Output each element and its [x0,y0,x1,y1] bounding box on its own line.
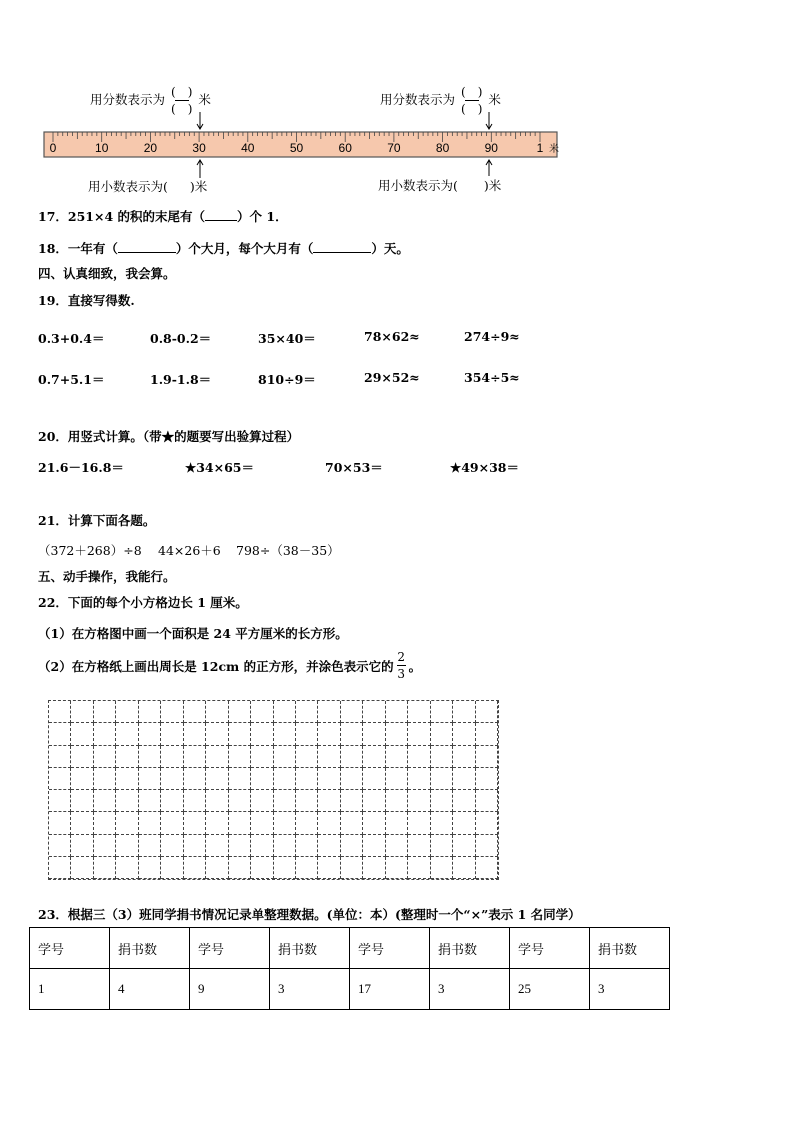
q19-item: 29×52≈ [364,370,420,385]
grid-cell[interactable] [139,857,161,879]
ruler-tick-label: 30 [192,141,206,155]
grid-cell[interactable] [184,701,206,723]
q19-item: 354÷5≈ [464,370,520,385]
grid-cell[interactable] [139,812,161,834]
grid-cell[interactable] [206,746,228,768]
grid-cell[interactable] [94,701,116,723]
table-cell: 25 [510,969,590,1010]
ruler-tick-label: 90 [484,141,498,155]
grid-cell[interactable] [94,746,116,768]
fraction-label: 用分数表示为 [380,92,456,107]
grid-cell[interactable] [274,768,296,790]
ruler-left-decimal-prompt: 用小数表示为( )米 [88,179,208,194]
ruler-tick-label: 0 [49,141,57,155]
grid-cell[interactable] [116,790,138,812]
grid-cell[interactable] [139,768,161,790]
grid-cell[interactable] [229,812,251,834]
table-header-cell: 捐书数 [110,928,190,969]
grid-cell[interactable] [476,790,498,812]
grid-cell[interactable] [341,723,363,745]
grid-cell[interactable] [318,723,340,745]
question-20-title: 20．用竖式计算。（带★的题要写出验算过程） [38,429,300,444]
grid-cell[interactable] [453,790,475,812]
table-cell: 1 [30,969,110,1010]
grid-cell[interactable] [476,723,498,745]
grid-cell[interactable] [453,701,475,723]
question-18: 18．一年有（ ）个大月，每个大月有（ ）天。 [38,241,409,256]
grid-cell[interactable] [431,835,453,857]
square-grid-paper[interactable] [48,700,499,880]
grid-cell[interactable] [71,835,93,857]
q21-item: （372＋268）÷8 [38,543,142,558]
grid-cell[interactable] [251,812,273,834]
grid-cell[interactable] [184,857,206,879]
grid-cell[interactable] [296,746,318,768]
grid-cell[interactable] [49,790,71,812]
grid-cell[interactable] [408,857,430,879]
table-header-cell: 学号 [350,928,430,969]
grid-cell[interactable] [94,835,116,857]
grid-cell[interactable] [251,746,273,768]
grid-cell[interactable] [49,746,71,768]
table-row [30,969,670,1010]
grid-cell[interactable] [251,790,273,812]
grid-cell[interactable] [274,812,296,834]
grid-cell[interactable] [386,723,408,745]
grid-cell[interactable] [318,768,340,790]
grid-cell[interactable] [206,812,228,834]
grid-cell[interactable] [341,835,363,857]
ruler-tick-label: 20 [143,141,158,155]
grid-cell[interactable] [341,701,363,723]
q20-item: 21.6－16.8＝ [38,460,124,475]
grid-cell[interactable] [408,768,430,790]
q19-item: 0.8-0.2＝ [150,331,212,346]
ruler-tick-label: 70 [387,141,401,155]
grid-cell[interactable] [363,701,385,723]
grid-cell[interactable] [49,701,71,723]
fraction-label: 用分数表示为 [90,92,166,107]
grid-cell[interactable] [206,768,228,790]
grid-cell[interactable] [206,835,228,857]
section-4-heading: 四、认真细致，我会算。 [38,266,176,281]
question-17: 17．251×4 的积的末尾有（ ）个 1． [38,209,288,224]
fraction-two-thirds: $\frac{2}{3}$ [397,650,405,681]
grid-cell[interactable] [296,723,318,745]
ruler-tick-label: 10 [95,141,109,155]
grid-cell[interactable] [229,835,251,857]
q20-item: 70×53＝ [325,460,383,475]
grid-cell[interactable] [296,790,318,812]
grid-cell[interactable] [161,835,183,857]
book-donation-table [29,927,670,1010]
grid-cell[interactable] [386,790,408,812]
grid-cell[interactable] [161,746,183,768]
grid-cell[interactable] [453,768,475,790]
grid-cell[interactable] [274,746,296,768]
q19-item: 1.9-1.8＝ [150,372,212,387]
grid-cell[interactable] [453,857,475,879]
grid-cell[interactable] [184,790,206,812]
grid-cell[interactable] [251,723,273,745]
q20-item: ★34×65＝ [185,460,254,475]
grid-cell[interactable] [318,857,340,879]
grid-cell[interactable] [476,768,498,790]
table-cell: 3 [270,969,350,1010]
grid-cell[interactable] [49,723,71,745]
grid-cell[interactable] [71,790,93,812]
grid-cell[interactable] [274,835,296,857]
grid-cell[interactable] [341,790,363,812]
grid-cell[interactable] [184,746,206,768]
grid-cell[interactable] [363,835,385,857]
q22-part-2: （2）在方格纸上画出周长是 12cm 的正方形，并涂色表示它的 $\frac{2}{3}$ 。 [38,650,422,681]
grid-cell[interactable] [139,723,161,745]
grid-cell[interactable] [161,790,183,812]
grid-cell[interactable] [139,835,161,857]
grid-cell[interactable] [116,857,138,879]
grid-cell[interactable] [318,812,340,834]
question-21-title: 21．计算下面各题。 [38,513,156,528]
table-header-cell: 捐书数 [270,928,350,969]
grid-cell[interactable] [296,768,318,790]
grid-cell[interactable] [431,812,453,834]
table-header-cell: 学号 [510,928,590,969]
grid-cell[interactable] [341,812,363,834]
grid-cell[interactable] [229,790,251,812]
grid-cell[interactable] [206,857,228,879]
ruler-right-decimal-prompt: 用小数表示为( )米 [378,178,502,193]
grid-cell[interactable] [184,835,206,857]
question-22-title: 22．下面的每个小方格边长 1 厘米。 [38,595,248,610]
q19-item: 78×62≈ [364,329,420,344]
grid-cell[interactable] [363,746,385,768]
table-cell: 3 [430,969,510,1010]
grid-cell[interactable] [71,812,93,834]
grid-cell[interactable] [71,768,93,790]
grid-cell[interactable] [386,812,408,834]
table-header-cell: 学号 [30,928,110,969]
grid-cell[interactable] [341,746,363,768]
grid-cell[interactable] [229,746,251,768]
grid-cell[interactable] [476,857,498,879]
q19-item: 810÷9＝ [258,372,316,387]
grid-cell[interactable] [161,723,183,745]
grid-cell[interactable] [341,857,363,879]
answer-blank[interactable] [205,220,237,221]
grid-cell[interactable] [431,790,453,812]
grid-cell[interactable] [274,723,296,745]
grid-cell[interactable] [229,723,251,745]
fraction-blank[interactable]: $\frac{( )}{( )}$ [171,85,193,116]
grid-cell[interactable] [116,812,138,834]
table-header-cell: 捐书数 [430,928,510,969]
grid-cell[interactable] [161,701,183,723]
grid-cell[interactable] [431,768,453,790]
ruler-unit-label: 米 [549,144,559,155]
fraction-blank[interactable]: $\frac{( )}{( )}$ [461,85,483,116]
grid-cell[interactable] [251,701,273,723]
grid-cell[interactable] [139,701,161,723]
grid-cell[interactable] [431,701,453,723]
grid-cell[interactable] [296,857,318,879]
grid-cell[interactable] [318,746,340,768]
table-cell: 4 [110,969,190,1010]
grid-cell[interactable] [386,857,408,879]
grid-cell[interactable] [363,857,385,879]
grid-cell[interactable] [476,835,498,857]
grid-cell[interactable] [251,857,273,879]
unit-label: 米 [198,92,211,107]
grid-cell[interactable] [341,768,363,790]
grid-cell[interactable] [229,701,251,723]
q21-item: 798÷（38－35） [236,543,340,558]
grid-cell[interactable] [116,723,138,745]
q19-item: 0.3+0.4＝ [38,331,105,346]
grid-cell[interactable] [94,812,116,834]
grid-cell[interactable] [296,812,318,834]
grid-cell[interactable] [274,857,296,879]
grid-cell[interactable] [296,835,318,857]
q19-item: 0.7+5.1＝ [38,372,105,387]
ruler-tick-label: 60 [338,141,352,155]
grid-cell[interactable] [94,790,116,812]
q21-item: 44×26＋6 [158,543,221,558]
grid-cell[interactable] [184,812,206,834]
question-23-title: 23．根据三（3）班同学捐书情况记录单整理数据。(单位：本）(整理时一个“×”表示 1 名同学） [38,907,581,922]
table-cell: 17 [350,969,430,1010]
grid-cell[interactable] [116,701,138,723]
grid-cell[interactable] [251,835,273,857]
q22-part-1: （1）在方格图中画一个面积是 24 平方厘米的长方形。 [38,626,348,641]
grid-cell[interactable] [318,701,340,723]
grid-cell[interactable] [408,746,430,768]
grid-cell[interactable] [94,723,116,745]
ruler-tick-label: 80 [435,141,450,155]
grid-cell[interactable] [184,723,206,745]
ruler-tick-label: 1 [536,141,544,155]
grid-cell[interactable] [49,857,71,879]
grid-cell[interactable] [431,746,453,768]
grid-cell[interactable] [71,857,93,879]
grid-cell[interactable] [116,746,138,768]
grid-cell[interactable] [161,812,183,834]
grid-cell[interactable] [408,790,430,812]
grid-cell[interactable] [116,768,138,790]
grid-cell[interactable] [386,768,408,790]
q19-item: 274÷9≈ [464,329,520,344]
grid-cell[interactable] [363,768,385,790]
grid-cell[interactable] [71,746,93,768]
q19-item: 35×40＝ [258,331,316,346]
grid-cell[interactable] [386,746,408,768]
section-5-heading: 五、动手操作，我能行。 [38,569,176,584]
grid-cell[interactable] [94,768,116,790]
grid-cell[interactable] [453,723,475,745]
ruler-tick-label: 40 [241,141,255,155]
grid-cell[interactable] [251,768,273,790]
answer-blank[interactable] [313,252,371,253]
grid-cell[interactable] [116,835,138,857]
grid-cell[interactable] [49,768,71,790]
unit-label: 米 [488,92,501,107]
grid-cell[interactable] [408,701,430,723]
grid-cell[interactable] [476,701,498,723]
grid-cell[interactable] [206,701,228,723]
grid-cell[interactable] [161,768,183,790]
table-header-cell: 捐书数 [590,928,670,969]
grid-cell[interactable] [453,812,475,834]
grid-cell[interactable] [274,790,296,812]
table-cell: 9 [190,969,270,1010]
grid-cell[interactable] [386,701,408,723]
grid-cell[interactable] [408,835,430,857]
grid-cell[interactable] [363,790,385,812]
grid-cell[interactable] [318,835,340,857]
grid-cell[interactable] [206,790,228,812]
grid-cell[interactable] [206,723,228,745]
grid-cell[interactable] [363,723,385,745]
grid-cell[interactable] [71,701,93,723]
table-header-row [30,928,670,969]
grid-cell[interactable] [386,835,408,857]
question-19-title: 19．直接写得数. [38,293,135,308]
grid-cell[interactable] [94,857,116,879]
ruler-tick-label: 50 [289,141,304,155]
table-header-cell: 学号 [190,928,270,969]
grid-cell[interactable] [274,701,296,723]
grid-cell[interactable] [296,701,318,723]
grid-cell[interactable] [318,790,340,812]
grid-cell[interactable] [453,746,475,768]
answer-blank[interactable] [118,252,176,253]
grid-cell[interactable] [184,768,206,790]
grid-cell[interactable] [139,746,161,768]
q20-item: ★49×38＝ [450,460,519,475]
grid-cell[interactable] [476,812,498,834]
grid-cell[interactable] [431,857,453,879]
grid-cell[interactable] [408,812,430,834]
table-cell: 3 [590,969,670,1010]
grid-cell[interactable] [71,723,93,745]
grid-cell[interactable] [161,857,183,879]
grid-cell[interactable] [229,857,251,879]
grid-cell[interactable] [49,812,71,834]
grid-cell[interactable] [453,835,475,857]
grid-cell[interactable] [139,790,161,812]
grid-cell[interactable] [408,723,430,745]
grid-cell[interactable] [363,812,385,834]
grid-cell[interactable] [229,768,251,790]
meter-ruler [0,70,794,190]
grid-cell[interactable] [431,723,453,745]
grid-cell[interactable] [476,746,498,768]
grid-cell[interactable] [49,835,71,857]
